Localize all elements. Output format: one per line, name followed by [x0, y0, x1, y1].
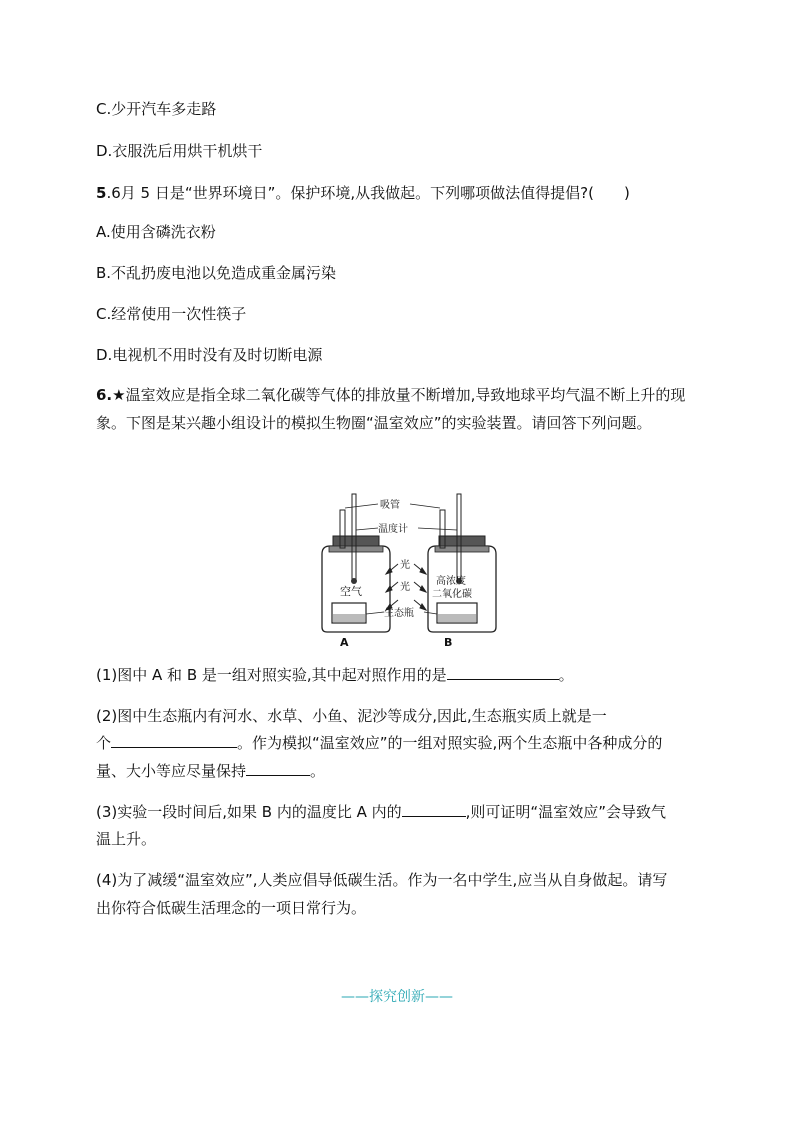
sub2-text-b: 。作为模拟“温室效应”的一组对照实验,两个生态瓶中各种成分的 — [237, 734, 663, 752]
sub-question-4-line2: 出你符合低碳生活理念的一项日常行为。 — [96, 899, 367, 917]
question-5 — [96, 183, 630, 203]
sub1-end: 。 — [558, 666, 574, 684]
section-title: ——探究创新—— — [341, 989, 453, 1005]
sub-question-2-line2 — [96, 733, 662, 753]
question-6-intro — [96, 381, 696, 437]
sub-question-3-line2: 温上升。 — [96, 830, 157, 848]
option-c-prev: C.少开汽车多走路 — [96, 100, 217, 118]
sub1-text: (1)图中 A 和 B 是一组对照实验,其中起对照作用的是 — [96, 666, 447, 684]
sub3-text-b: ,则可证明“温室效应”会导致气 — [465, 803, 666, 821]
experiment-figure — [300, 482, 500, 652]
sub3-text-a: (3)实验一段时间后,如果 B 内的温度比 A 内的 — [96, 803, 402, 821]
label-light-2: 光 — [400, 582, 410, 593]
answer-blank[interactable] — [111, 733, 237, 748]
label-thermometer: 温度计 — [378, 524, 408, 535]
sub2-text-c: 量、大小等应尽量保持 — [96, 762, 247, 780]
sub-question-2-line3 — [96, 761, 325, 781]
question-number: 6.★ — [96, 386, 126, 404]
label-co2-line1: 高浓度 — [436, 576, 466, 587]
answer-blank[interactable] — [447, 665, 559, 680]
label-ecobottle: 生态瓶 — [384, 608, 414, 619]
question-text: .6月 5 日是“世界环境日”。保护环境,从我做起。下列哪项做法值得提倡?( ) — [106, 184, 630, 202]
question-text: 温室效应是指全球二氧化碳等气体的排放量不断增加,导致地球平均气温不断上升的现象。下图是某兴趣小组设计的模拟生物圈“温室效应”的实验装置。请回答下列问题。 — [96, 386, 686, 432]
sub-question-2-line1: (2)图中生态瓶内有河水、水草、小鱼、泥沙等成分,因此,生态瓶实质上就是一 — [96, 707, 607, 725]
sub-question-3-line1 — [96, 802, 666, 822]
sub2-text-d: 。 — [310, 762, 326, 780]
label-straw: 吸管 — [380, 500, 400, 511]
option-d-prev: D.衣服洗后用烘干机烘干 — [96, 142, 263, 160]
q5-option-b: B.不乱扔废电池以免造成重金属污染 — [96, 264, 337, 282]
bottle-a — [322, 494, 390, 632]
label-light-1: 光 — [400, 560, 410, 571]
sub2-text-a: 个 — [96, 734, 112, 752]
sub-question-4-line1: (4)为了减缓“温室效应”,人类应倡导低碳生活。作为一名中学生,应当从自身做起。请写 — [96, 871, 668, 889]
q5-option-d: D.电视机不用时没有及时切断电源 — [96, 346, 323, 364]
question-number: 5 — [96, 184, 107, 202]
label-air: 空气 — [340, 585, 362, 598]
answer-blank[interactable] — [402, 802, 466, 817]
answer-blank[interactable] — [246, 761, 310, 776]
sub-question-1 — [96, 665, 574, 685]
label-b: B — [444, 636, 453, 649]
label-co2-line2: 二氧化碳 — [432, 589, 472, 600]
label-a: A — [340, 636, 349, 649]
bottle-b — [428, 494, 496, 632]
q5-option-c: C.经常使用一次性筷子 — [96, 305, 247, 323]
q5-option-a: A.使用含磷洗衣粉 — [96, 223, 216, 241]
